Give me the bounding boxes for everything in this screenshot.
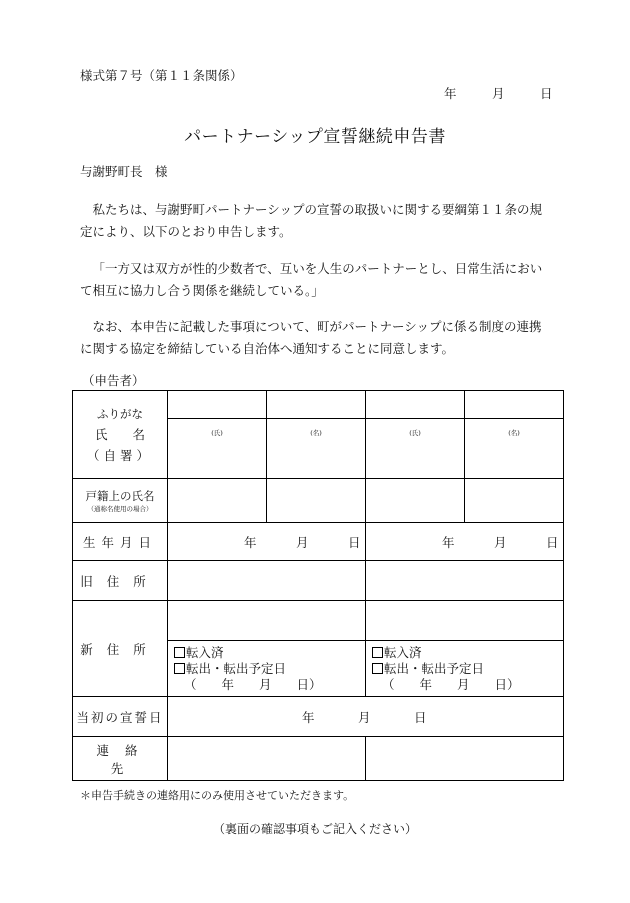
koseki-label: 戸籍上の氏名 [85, 489, 155, 503]
furigana-mei-2[interactable] [465, 391, 564, 419]
given-name-marker: (名) [508, 429, 520, 437]
contact-field-2[interactable] [366, 737, 564, 781]
form-number: 様式第７号（第１１条関係） [80, 68, 243, 83]
date-month-label: 月 [492, 86, 505, 101]
day-label: 日 [414, 709, 427, 725]
surname-field-2[interactable] [366, 419, 465, 479]
birth-date-2[interactable] [366, 523, 564, 561]
year-label: 年 [302, 709, 315, 725]
old-address-field-1[interactable] [168, 561, 366, 601]
applicant-label: （申告者） [82, 373, 145, 388]
old-address-label: 旧住所 [73, 561, 168, 601]
year-label: 年 [442, 534, 455, 550]
koseki-label-cell [73, 479, 168, 523]
document-title: パートナーシップ宣誓継続申告書 [184, 127, 446, 147]
koseki-sei-1[interactable] [168, 479, 267, 523]
moving-planned-label: 転出・転出予定日 [384, 661, 485, 676]
name-label: 氏 名 [94, 426, 145, 442]
koseki-sei-2[interactable] [366, 479, 465, 523]
koseki-mei-1[interactable] [267, 479, 366, 523]
furigana-mei-1[interactable] [267, 391, 366, 419]
furigana-sei-1[interactable] [168, 391, 267, 419]
moved-in-checkbox[interactable] [174, 647, 185, 658]
signature-label: （自署） [86, 447, 153, 463]
old-address-field-2[interactable] [366, 561, 564, 601]
furigana-sei-2[interactable] [366, 391, 465, 419]
month-label: 月 [358, 709, 371, 725]
move-status-1 [168, 641, 366, 697]
relationship-statement: 「一方又は双方が性的少数者で、互いを人生のパートナーとし、日常生活において相互に協力し合う関係を継続している。」 [80, 261, 543, 298]
submission-date [444, 84, 553, 102]
moving-planned-checkbox[interactable] [174, 663, 185, 674]
moved-in-checkbox[interactable] [372, 647, 383, 658]
furigana-label: ふりがな [97, 406, 143, 421]
month-label: 月 [494, 534, 507, 550]
koseki-sublabel: （通称名使用の場合） [87, 505, 153, 513]
new-address-field-2[interactable] [366, 601, 564, 641]
surname-marker: (氏) [409, 429, 421, 437]
moved-in-label: 転入済 [384, 645, 422, 660]
surname-field-1[interactable] [168, 419, 267, 479]
birth-label: 生年月日 [73, 523, 168, 561]
birth-date-1[interactable] [168, 523, 366, 561]
new-address-label: 新住所 [73, 601, 168, 697]
moving-planned-label: 転出・転出予定日 [186, 661, 287, 676]
footer-note: （裏面の確認事項もご記入ください） [212, 822, 417, 836]
month-label: 月 [296, 534, 309, 550]
first-vow-date[interactable] [168, 697, 564, 737]
moved-in-label: 転入済 [186, 645, 224, 660]
usage-note: ＊申告手続きの連絡用にのみ使用させていただきます。 [80, 789, 355, 802]
move-date-field[interactable]: （ 年 月 日） [184, 677, 322, 692]
name-label-cell [73, 391, 168, 479]
koseki-mei-2[interactable] [465, 479, 564, 523]
given-name-field-2[interactable] [465, 419, 564, 479]
year-label: 年 [244, 534, 257, 550]
applicant-table [72, 390, 564, 781]
first-vow-label: 当初の宣誓日 [73, 697, 168, 737]
consent-paragraph: なお、本申告に記載した事項について、町がパートナーシップに係る制度の連携に関する協定を締結している自治体へ通知することに同意します。 [80, 319, 542, 356]
contact-label: 連絡先 [73, 737, 168, 781]
date-year-label: 年 [444, 86, 457, 101]
contact-field-1[interactable] [168, 737, 366, 781]
date-day-label: 日 [540, 86, 553, 101]
day-label: 日 [348, 534, 361, 550]
move-date-field[interactable]: （ 年 月 日） [382, 677, 520, 692]
move-status-2 [366, 641, 564, 697]
surname-marker: (氏) [211, 429, 223, 437]
given-name-field-1[interactable] [267, 419, 366, 479]
addressee: 与謝野町長 様 [80, 164, 168, 179]
given-name-marker: (名) [310, 429, 322, 437]
new-address-field-1[interactable] [168, 601, 366, 641]
declaration-paragraph: 私たちは、与謝野町パートナーシップの宣誓の取扱いに関する要綱第１１条の規定により、以下のとおり申告します。 [80, 202, 543, 239]
day-label: 日 [546, 534, 559, 550]
moving-planned-checkbox[interactable] [372, 663, 383, 674]
